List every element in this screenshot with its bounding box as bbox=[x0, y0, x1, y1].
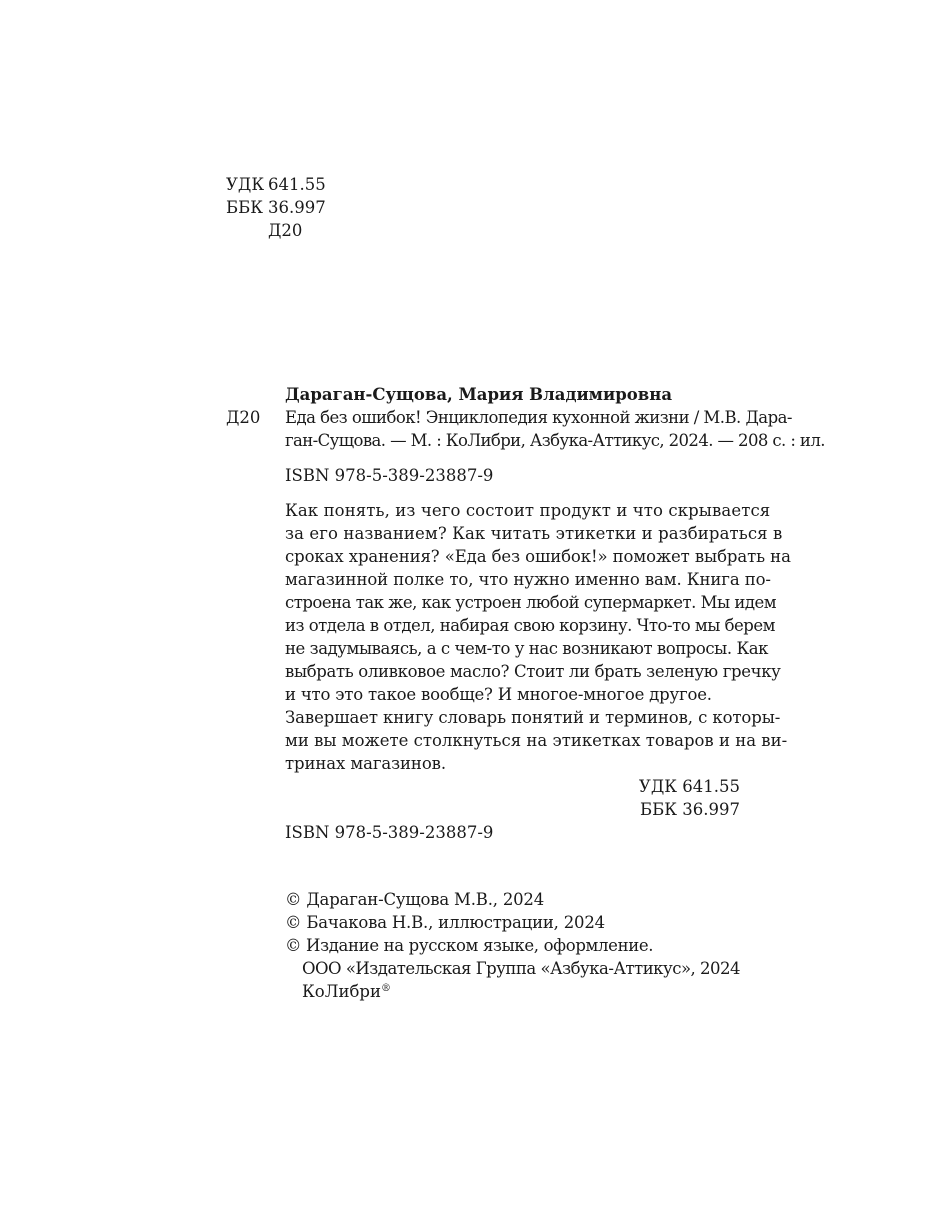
title-description bbox=[285, 407, 825, 452]
classification-top bbox=[226, 174, 326, 242]
annotation-line: строена так же, как устроен любой супермаркет. Мы идем bbox=[285, 593, 777, 612]
annotation-line: не задумываясь, а с чем-то у нас возникают вопросы. Как bbox=[285, 639, 769, 658]
author-heading: Дараган-Сущова, Мария Владимировна bbox=[285, 385, 673, 404]
author-mark-top: Д20 bbox=[268, 221, 303, 240]
annotation-line: из отдела в отдел, набирая свою корзину. Что-то мы берем bbox=[285, 616, 775, 635]
copyright-block bbox=[285, 889, 740, 1003]
classification-bottom bbox=[540, 776, 740, 821]
isbn-top: ISBN 978-5-389-23887-9 bbox=[285, 466, 494, 485]
annotation-line: Как понять, из чего состоит продукт и что скрывается bbox=[285, 501, 771, 520]
author-mark-row bbox=[226, 220, 326, 242]
copyright-line: © Издание на русском языке, оформление. bbox=[285, 936, 654, 955]
annotation bbox=[285, 500, 791, 775]
publisher-name: КоЛибри bbox=[302, 982, 381, 1001]
copyright-line bbox=[285, 981, 740, 1003]
bbk-value: 36.997 bbox=[268, 198, 326, 217]
udk-row bbox=[226, 174, 326, 196]
author-mark-side: Д20 bbox=[226, 408, 261, 427]
annotation-line: за его названием? Как читать этикетки и разбираться в bbox=[285, 524, 783, 543]
annotation-line: и что это такое вообще? И многое-многое другое. bbox=[285, 685, 712, 704]
copyright-line: © Дараган-Сущова М.В., 2024 bbox=[285, 890, 545, 909]
bbk-row bbox=[226, 197, 326, 219]
bbk-bottom: ББК 36.997 bbox=[640, 800, 740, 819]
title-line: Еда без ошибок! Энциклопедия кухонной жизни / М.В. Дара- bbox=[285, 408, 792, 427]
annotation-line: сроках хранения? «Еда без ошибок!» поможет выбрать на bbox=[285, 547, 791, 566]
title-line: ган-Сущова. — М. : КоЛибри, Азбука-Аттикус, 2024. — 208 с. : ил. bbox=[285, 431, 825, 450]
isbn-bottom: ISBN 978-5-389-23887-9 bbox=[285, 823, 494, 842]
udk-value: 641.55 bbox=[268, 175, 326, 194]
annotation-line: магазинной полке то, что нужно именно вам. Книга по- bbox=[285, 570, 771, 589]
udk-label: УДК bbox=[226, 175, 265, 194]
registered-mark: ® bbox=[380, 983, 391, 994]
annotation-line: тринах магазинов. bbox=[285, 754, 446, 773]
annotation-line: ми вы можете столкнуться на этикетках товаров и на ви- bbox=[285, 731, 788, 750]
copyright-line: © Бачакова Н.В., иллюстрации, 2024 bbox=[285, 913, 605, 932]
annotation-line: Завершает книгу словарь понятий и терминов, с которы- bbox=[285, 708, 781, 727]
bbk-label: ББК bbox=[226, 198, 264, 217]
copyright-line: ООО «Издательская Группа «Азбука-Аттикус», 2024 bbox=[302, 959, 741, 978]
udk-bottom: УДК 641.55 bbox=[638, 777, 740, 796]
annotation-line: выбрать оливковое масло? Стоит ли брать зеленую гречку bbox=[285, 662, 781, 681]
